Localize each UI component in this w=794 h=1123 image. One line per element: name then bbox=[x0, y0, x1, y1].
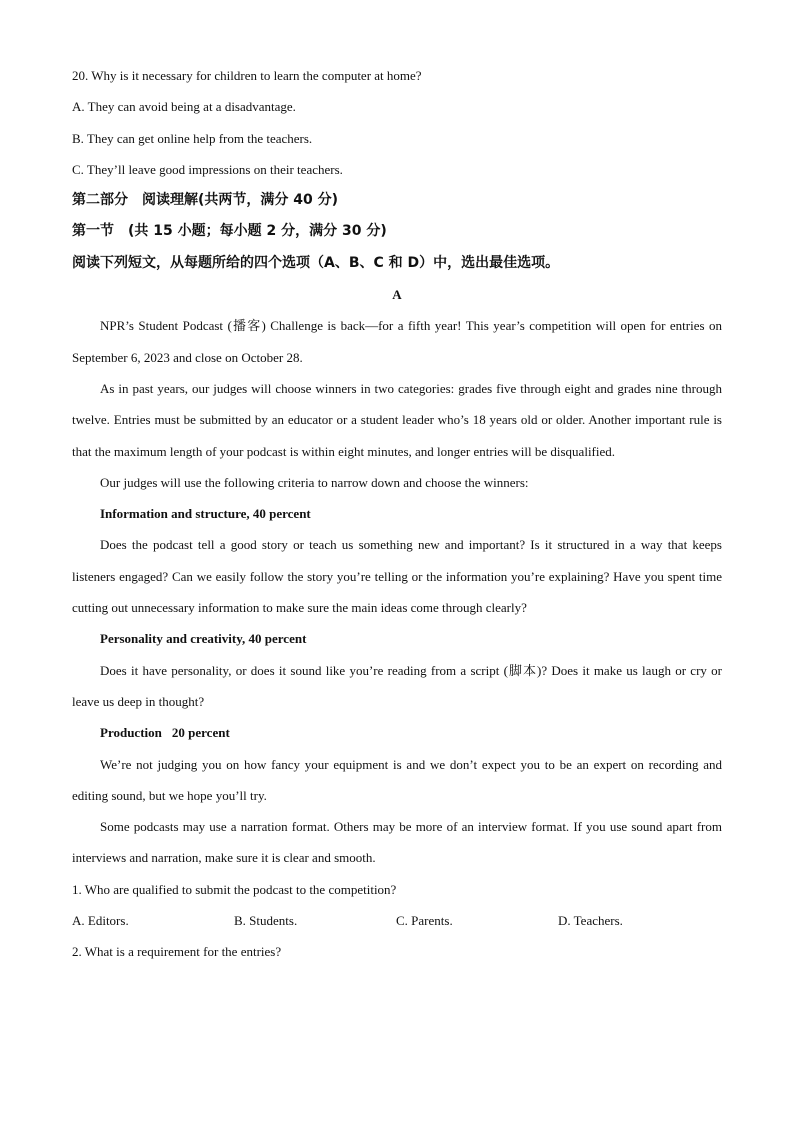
question-1-option-d: D. Teachers. bbox=[558, 913, 623, 929]
question-20-option-c: C. They’ll leave good impressions on their teachers. bbox=[72, 161, 343, 177]
passage-paragraph-3: Our judges will use the following criteria to narrow down and choose the winners: bbox=[100, 474, 529, 490]
production-label: Production bbox=[100, 725, 162, 741]
criterion-heading-production bbox=[72, 717, 722, 748]
question-1-options bbox=[72, 905, 722, 936]
passage-paragraph-6: We’re not judging you on how fancy your equipment is and we don’t expect you to be an expert on recording and editing sound, but we hope you’ll try. bbox=[72, 756, 722, 803]
production-percent: 20 percent bbox=[171, 725, 230, 741]
passage-paragraph-5: Does it have personality, or does it sound like you’re reading from a script (脚本)? Does it make us laugh or cry or leave us deep in thought? bbox=[72, 662, 722, 709]
question-2-stem: 2. What is a requirement for the entries? bbox=[72, 944, 282, 960]
question-20-stem: 20. Why is it necessary for children to learn the computer at home? bbox=[72, 68, 422, 83]
passage-paragraph-7: Some podcasts may use a narration format. Others may be more of an interview format. If you use sound apart from interviews and narration, make sure it is clear and smooth. bbox=[72, 819, 722, 866]
document-page bbox=[72, 60, 722, 968]
instruction: 阅读下列短文，从每题所给的四个选项（A、B、C 和 D）中，选出最佳选项。 bbox=[72, 254, 560, 271]
question-1-option-a: A. Editors. bbox=[72, 913, 129, 929]
question-20-option-a: A. They can avoid being at a disadvantage. bbox=[72, 99, 296, 115]
passage-paragraph-1: NPR’s Student Podcast (播客) Challenge is back—for a fifth year! This year’s competition will open for entries on September 6, 2023 and close on October 28. bbox=[72, 318, 722, 365]
passage-letter: A bbox=[392, 287, 402, 303]
question-1-stem: 1. Who are qualified to submit the podcast to the competition? bbox=[72, 881, 397, 897]
question-1-option-c: C. Parents. bbox=[396, 913, 453, 929]
question-1-option-b: B. Students. bbox=[234, 913, 298, 929]
passage-paragraph-2: As in past years, our judges will choose winners in two categories: grades five through eight and grades nine through twelve. Entries must be submitted by an educator or a student leader who’s 18 years old or older. Another important rule is that the maximum length of your podcast is within eight minutes, and longer entries will be disqualified. bbox=[72, 380, 722, 459]
section-heading: 第一节 (共 15 小题；每小题 2 分，满分 30 分) bbox=[72, 223, 387, 240]
criterion-heading-information: Information and structure, 40 percent bbox=[100, 506, 311, 522]
passage-paragraph-4: Does the podcast tell a good story or teach us something new and important? Is it structured in a way that keeps listeners engaged? Can we easily follow the story you’re telling or the information you’re explaining? Have you spent time cutting out unnecessary information to make sure the main ideas come through clearly? bbox=[72, 537, 722, 616]
criterion-heading-personality: Personality and creativity, 40 percent bbox=[100, 631, 307, 647]
question-20-option-b: B. They can get online help from the teachers. bbox=[72, 130, 313, 146]
part-heading: 第二部分 阅读理解(共两节，满分 40 分) bbox=[72, 192, 339, 209]
